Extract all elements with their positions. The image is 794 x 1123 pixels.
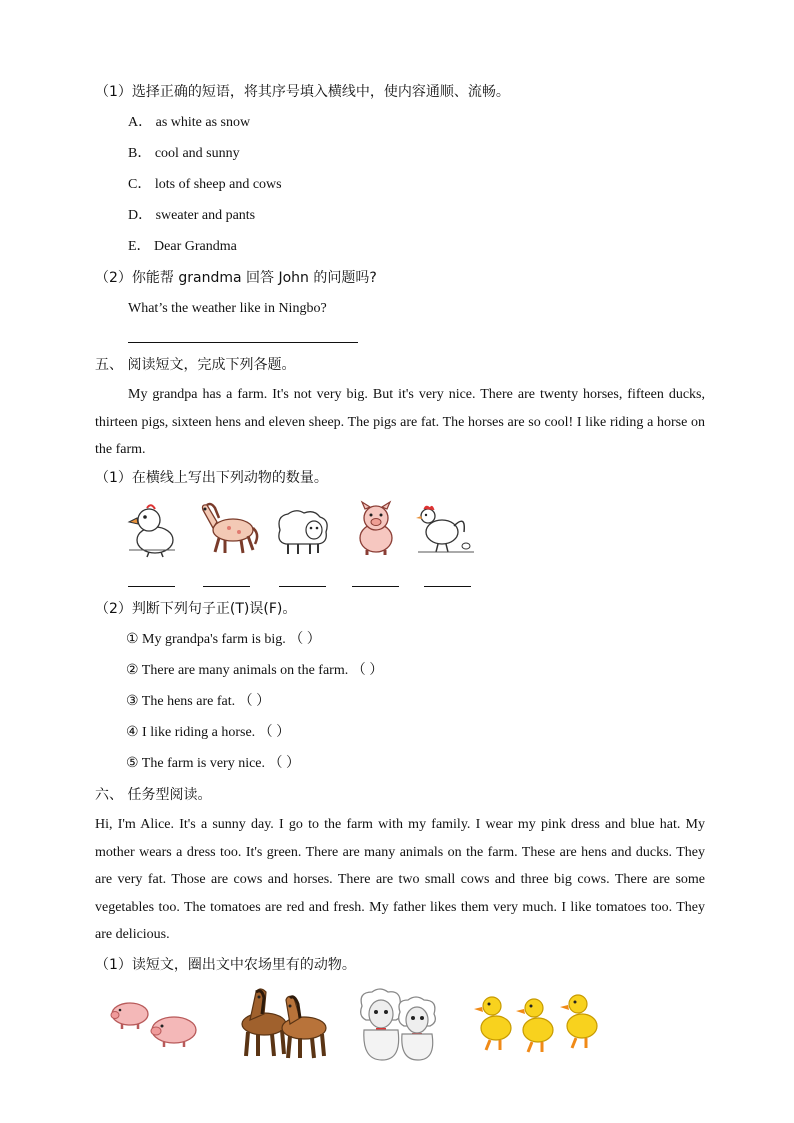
horse-icon [193,500,261,556]
answer-line[interactable] [128,342,358,343]
q2-title: （2）你能帮 grandma 回答 John 的问题吗? [95,270,377,286]
statement-5: ⑤ The farm is very nice. （ ） [126,756,301,771]
pig-count-blank[interactable] [352,586,399,587]
option-c: C． lots of sheep and cows [128,177,282,192]
section5-q2-title: （2）判断下列句子正(T)误(F)。 [95,601,297,617]
q1-title: （1）选择正确的短语，将其序号填入横线中，使内容通顺、流畅。 [95,84,510,100]
ducks-icon [474,992,604,1054]
horse-count-blank[interactable] [203,586,250,587]
duck-count-blank[interactable] [128,586,175,587]
duck-icon [125,500,181,558]
q2-question: What’s the weather like in Ningbo? [128,301,327,316]
horses-icon [228,984,340,1060]
sheep-pair-icon [356,986,442,1062]
option-b: B． cool and sunny [128,146,240,161]
hen-icon [414,502,478,556]
sheep-icon [270,506,334,556]
pig-icon [350,500,402,556]
option-d: D． sweater and pants [128,208,256,223]
statement-2: ② There are many animals on the farm. （ ） [126,663,384,678]
sheep-count-blank[interactable] [279,586,326,587]
section6-heading: 六、 任务型阅读。 [95,787,212,803]
pigs-icon [106,996,202,1048]
section5-q1-title: （1）在横线上写出下列动物的数量。 [95,470,328,486]
statement-3: ③ The hens are fat. （ ） [126,694,271,709]
statement-4: ④ I like riding a horse. （ ） [126,725,291,740]
statement-1: ① My grandpa's farm is big. （ ） [126,632,321,647]
section6-passage: Hi, I'm Alice. It's a sunny day. I go to the farm with my family. I wear my pink dress and blue hat. My mother wears a dress too. It's green. There are many animals on the farm. These are hens and ducks. They are very fat. Those are cows and horses. There are two small cows and three big cows. There are some vegetables too. The tomatoes are red and fresh. My father likes them very much. I like tomatoes too. They are delicious. [95,817,705,943]
section5-heading: 五、 阅读短文，完成下列各题。 [95,357,296,373]
option-e: E． Dear Grandma [128,239,237,254]
section6-q1-title: （1）读短文，圈出文中农场里有的动物。 [95,957,356,973]
option-a: A． as white as snow [128,115,251,130]
hen-count-blank[interactable] [424,586,471,587]
section5-passage: My grandpa has a farm. It's not very big. But it's very nice. There are twenty horses, fifteen ducks, thirteen pigs, sixteen hens and eleven sheep. The pigs are fat. The horses are so cool! I like riding a horse on the farm. [95,387,705,458]
